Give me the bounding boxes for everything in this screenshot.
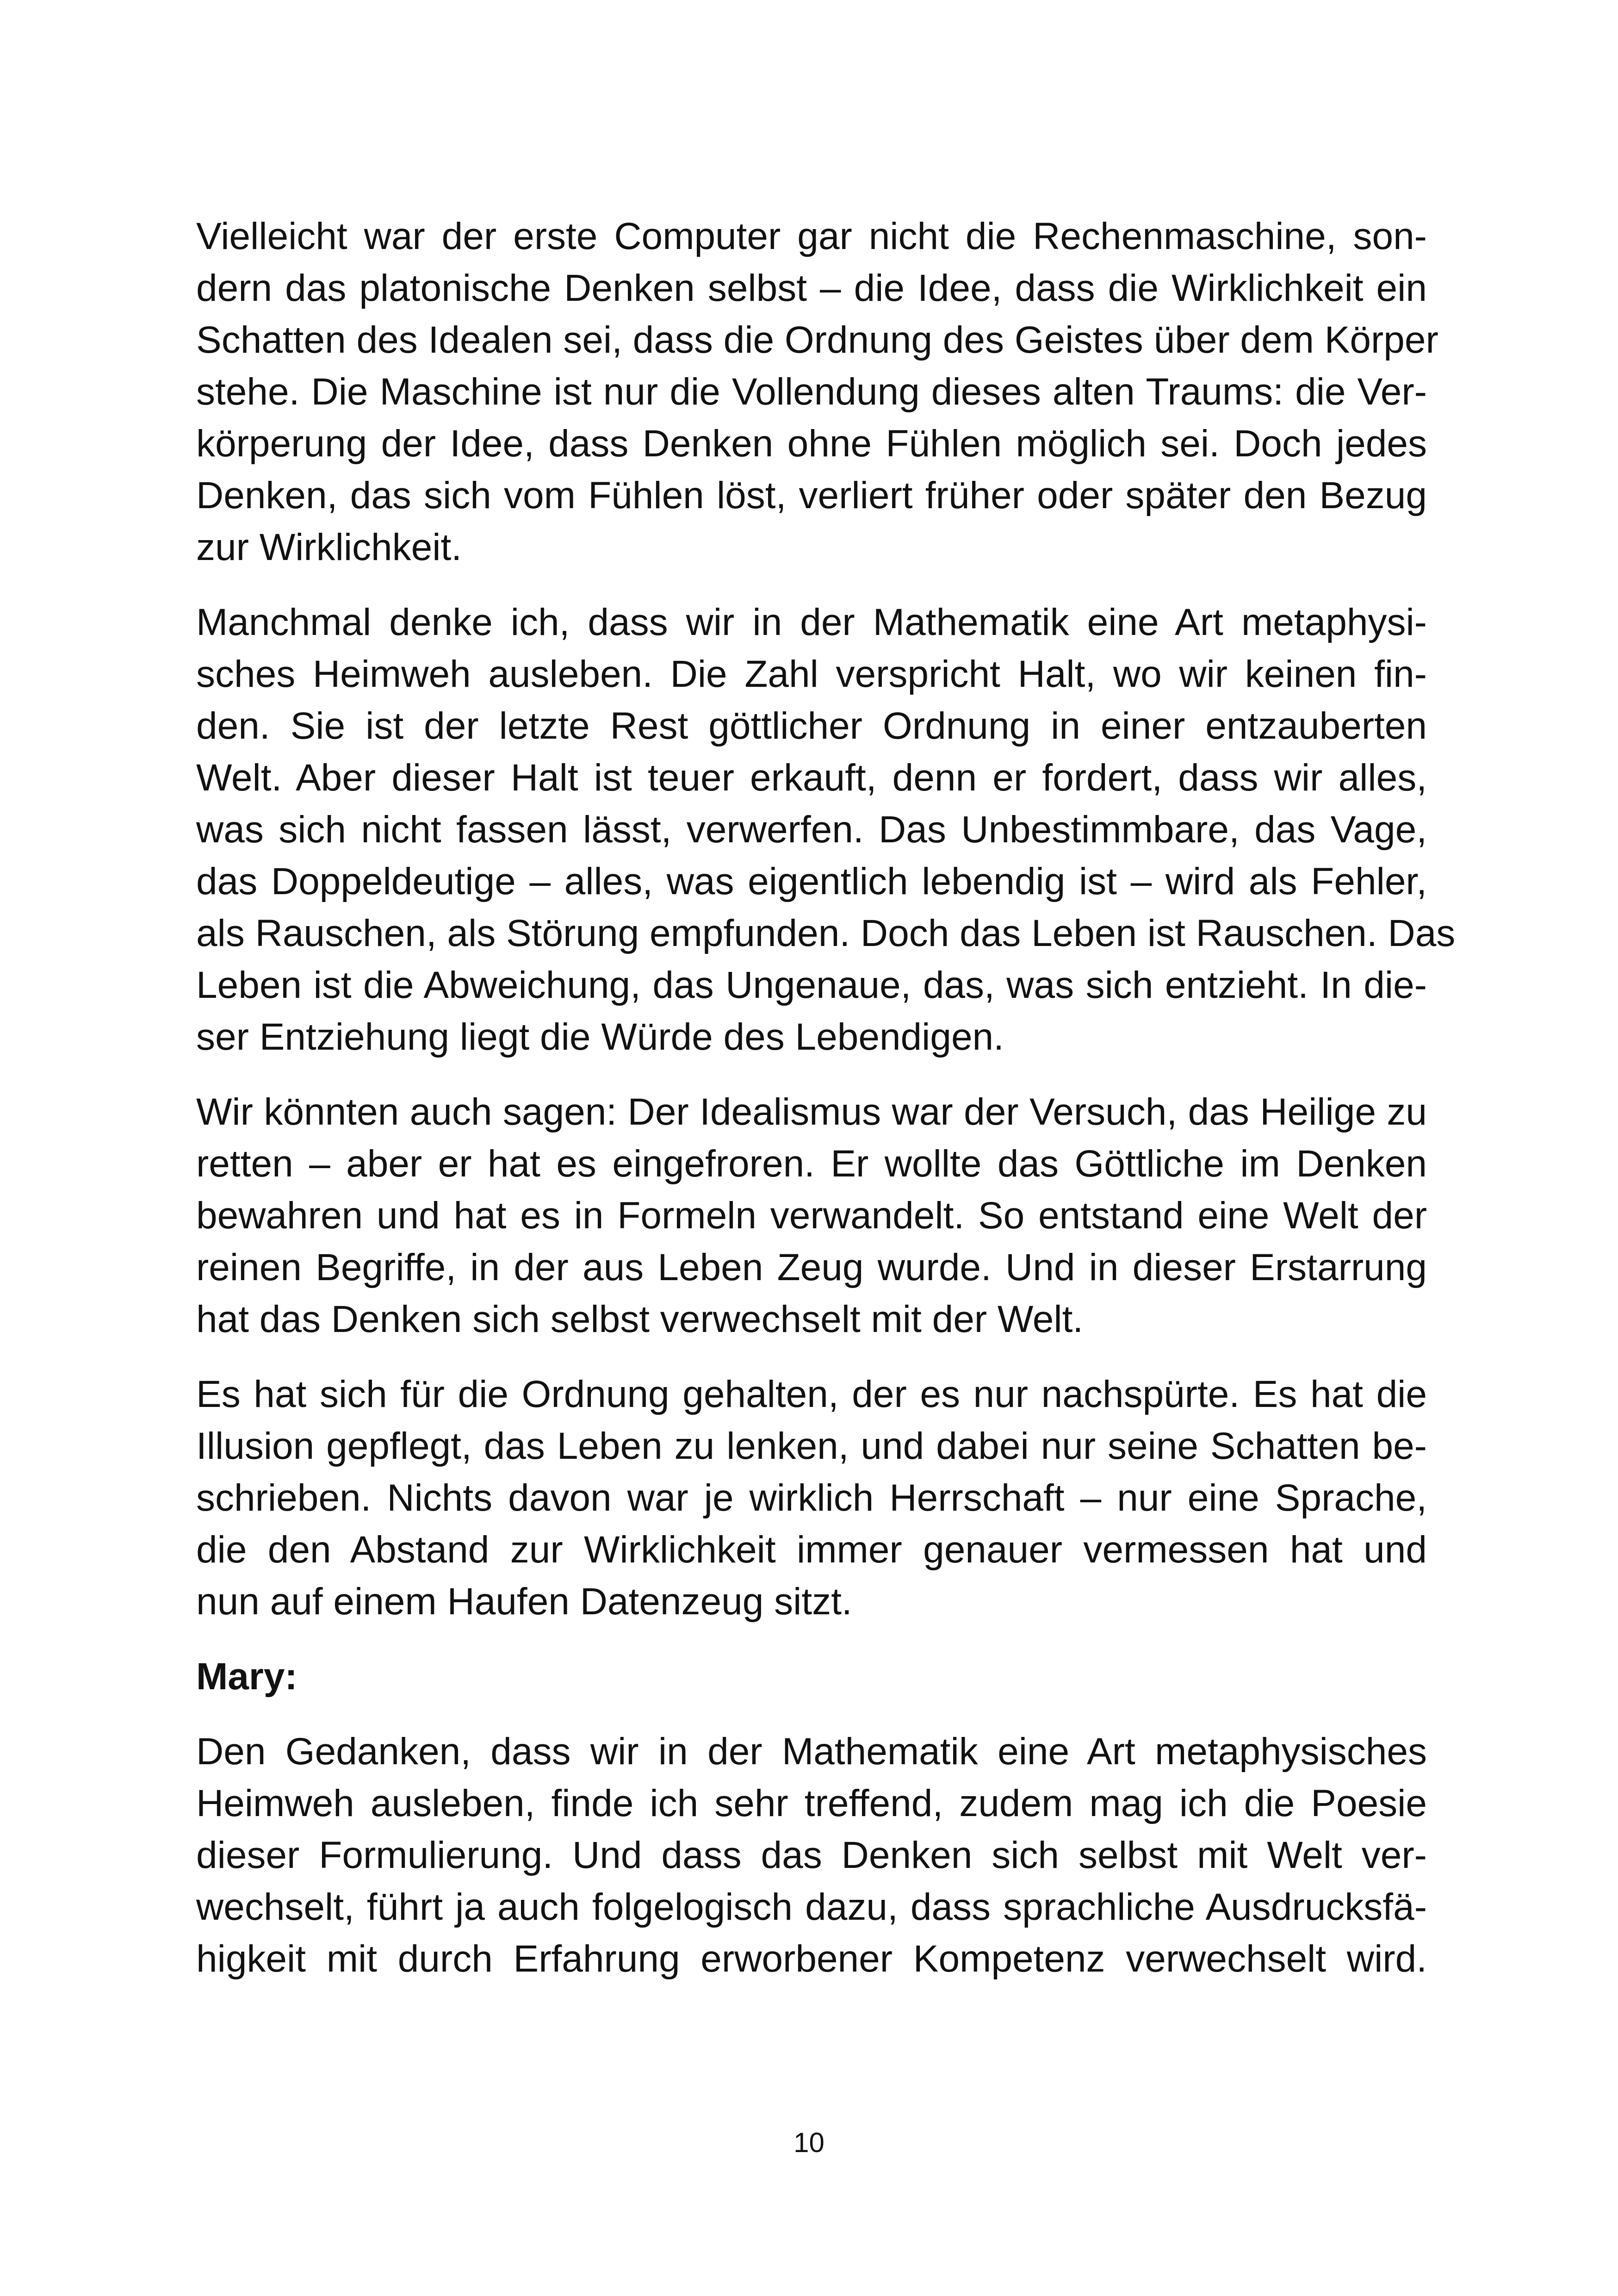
paragraph-4 <box>196 1369 1427 1628</box>
text-line: dern das platonische Denken selbst – die Idee, dass die Wirklichkeit ein <box>196 267 1427 309</box>
text-line: hat das Denken sich selbst verwechselt mit der Welt. <box>196 1298 1084 1340</box>
text-line: nun auf einem Haufen Datenzeug sitzt. <box>196 1580 852 1623</box>
text-line: das Doppeldeutige – alles, was eigentlich lebendig ist – wird als Fehler, <box>196 860 1427 902</box>
page-body <box>196 211 1456 2008</box>
text-line: retten – aber er hat es eingefroren. Er wollte das Göttliche im Denken <box>196 1143 1427 1185</box>
text-line: Denken, das sich vom Fühlen löst, verliert früher oder später den Bezug <box>196 474 1427 516</box>
text-line: Wir könnten auch sagen: Der Idealismus war der Versuch, das Heilige zu <box>196 1091 1427 1133</box>
reply-paragraph <box>196 1726 1427 1985</box>
text-line: higkeit mit durch Erfahrung erworbener Kompetenz verwechselt wird. <box>196 1938 1427 1980</box>
text-line: zur Wirklichkeit. <box>196 526 462 568</box>
text-line: Schatten des Idealen sei, dass die Ordnung des Geistes über dem Körper <box>196 319 1438 361</box>
text-line: körperung der Idee, dass Denken ohne Fühlen möglich sei. Doch jedes <box>196 423 1427 465</box>
text-line: sches Heimweh ausleben. Die Zahl verspricht Halt, wo wir keinen fin- <box>196 653 1427 695</box>
text-line: die den Abstand zur Wirklichkeit immer genauer vermessen hat und <box>196 1529 1427 1571</box>
text-line: was sich nicht fassen lässt, verwerfen. Das Unbestimmbare, das Vage, <box>196 809 1427 851</box>
text-line: Leben ist die Abweichung, das Ungenaue, das, was sich entzieht. In die- <box>196 964 1427 1006</box>
text-line: schrieben. Nichts davon war je wirklich Herrschaft – nur eine Sprache, <box>196 1477 1427 1519</box>
text-line: wechselt, führt ja auch folgelogisch dazu, dass sprachliche Ausdrucksfä- <box>196 1886 1427 1928</box>
text-line: Illusion gepflegt, das Leben zu lenken, und dabei nur seine Schatten be- <box>196 1425 1427 1467</box>
text-line: dieser Formulierung. Und dass das Denken sich selbst mit Welt ver- <box>196 1834 1427 1876</box>
text-line: stehe. Die Maschine ist nur die Vollendung dieses alten Traums: die Ver- <box>196 371 1427 413</box>
text-line: Vielleicht war der erste Computer gar nicht die Rechenmaschine, son- <box>196 215 1427 257</box>
text-line: den. Sie ist der letzte Rest göttlicher Ordnung in einer entzauberten <box>196 705 1427 747</box>
paragraph-2 <box>196 597 1456 1063</box>
text-line: Den Gedanken, dass wir in der Mathematik eine Art metaphysisches <box>196 1730 1427 1773</box>
paragraph-3 <box>196 1086 1427 1345</box>
text-line: Heimweh ausleben, finde ich sehr treffend, zudem mag ich die Poesie <box>196 1782 1427 1824</box>
text-line: bewahren und hat es in Formeln verwandelt. So entstand eine Welt der <box>196 1195 1427 1237</box>
text-line: ser Entziehung liegt die Würde des Lebendigen. <box>196 1016 1004 1058</box>
paragraph-1 <box>196 211 1438 573</box>
page-number: 10 <box>794 2127 824 2158</box>
speaker-label: Mary: <box>196 1655 298 1698</box>
text-line: als Rauschen, als Störung empfunden. Doch das Leben ist Rauschen. Das <box>196 912 1456 954</box>
text-line: reinen Begriffe, in der aus Leben Zeug wurde. Und in dieser Erstarrung <box>196 1246 1427 1288</box>
text-line: Es hat sich für die Ordnung gehalten, der es nur nachspürte. Es hat die <box>196 1373 1427 1415</box>
text-line: Manchmal denke ich, dass wir in der Mathematik eine Art metaphysi- <box>196 601 1427 643</box>
text-line: Welt. Aber dieser Halt ist teuer erkauft, denn er fordert, dass wir alles, <box>196 757 1427 799</box>
